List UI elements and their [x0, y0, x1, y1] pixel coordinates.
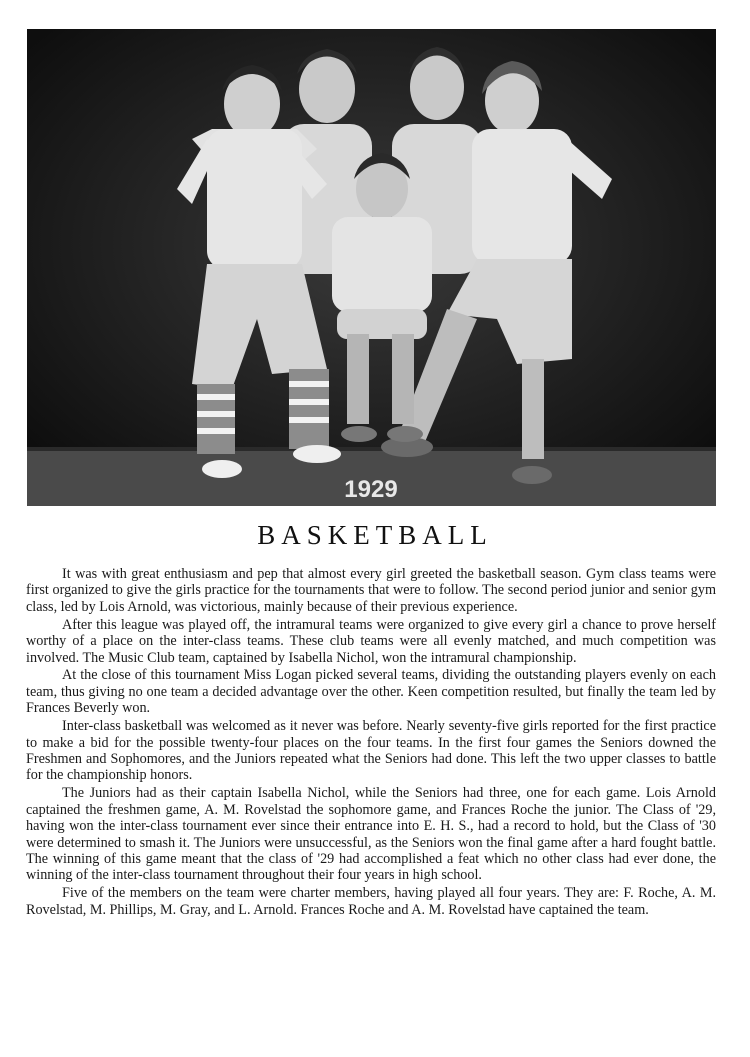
team-photo	[27, 29, 716, 506]
article-body	[26, 566, 716, 920]
paragraph: After this league was played off, the intramural teams were organized to give every girl a chance to prove herself worthy of a place on the inter-class teams. These club teams were all evenly matched, and much competition was involved. The Music Club team, captained by Isabella Nichol, won the intramural championship.	[26, 616, 716, 666]
paragraph: Inter-class basketball was welcomed as it never was before. Nearly seventy-five girls reported for the first practice to make a bid for the possible twenty-four places on the four teams. In the first four games the Seniors downed the Freshmen and Sophomores, and the Juniors repeated what the Seniors had done. This left the two upper classes to battle for the championship honors.	[26, 718, 716, 784]
paragraph: The Juniors had as their captain Isabella Nichol, while the Seniors had three, one for each game. Lois Arnold captained the freshmen game, A. M. Rovelstad the sophomore game, and Frances Roche the junior. The Class of '29, having won the inter-class tournament ever since their entrance into E. H. S., had a record to hold, but the Class of '30 were determined to smash it. The Juniors were unsuccessful, as the Seniors won the final game after a hard fought battle. The winning of this game meant that the class of '29 had accomplished a feat which no other class had ever done, the winning of the inter-class tournament throughout their four years in high school.	[26, 785, 716, 884]
photo-year-label: 1929	[344, 476, 398, 503]
team-photo-drawing	[27, 29, 716, 506]
page-title: BASKETBALL	[257, 520, 493, 550]
paragraph: It was with great enthusiasm and pep that almost every girl greeted the basketball season. Gym class teams were first organized to give the girls practice for the tournaments that were to follow. The second period junior and senior gym class, led by Lois Arnold, was victorious, mainly because of their previous experience.	[26, 566, 716, 615]
paragraph: At the close of this tournament Miss Logan picked several teams, dividing the outstanding players evenly on each team, thus giving no one team a decided advantage over the other. Keen competition resulted, but finally the team led by Frances Beverly won.	[26, 667, 716, 717]
paragraph: Five of the members on the team were charter members, having played all four years. They are: F. Roche, A. M. Rovelstad, M. Phillips, M. Gray, and L. Arnold. Frances Roche and A. M. Rovelstad have captained the team.	[26, 885, 716, 918]
